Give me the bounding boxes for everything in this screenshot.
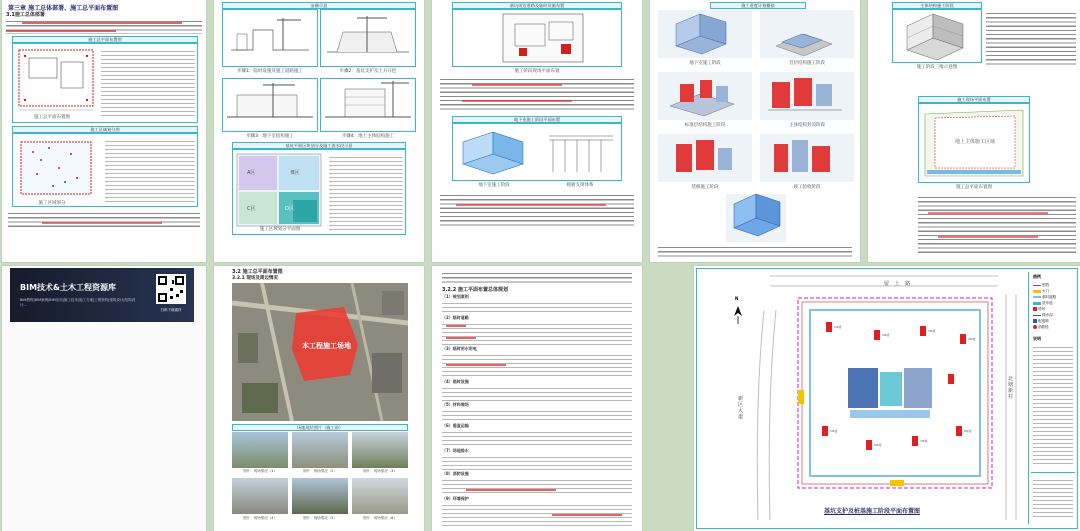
compass-label: N bbox=[735, 296, 739, 301]
box-title: 步骤示意 bbox=[222, 2, 416, 9]
svg-text:C区: C区 bbox=[247, 206, 256, 212]
figure-caption: 标准层结构施工阶段 bbox=[684, 123, 726, 128]
subsection-title: 3.2.1 现场及周边情况 bbox=[232, 276, 278, 281]
notes-title: 说明 bbox=[1033, 336, 1041, 341]
model-2 bbox=[760, 10, 854, 58]
figure-caption: 地下室施工阶段 bbox=[689, 61, 721, 66]
figure-caption: 主体结构封顶阶段 bbox=[789, 123, 825, 128]
construction-sketch bbox=[223, 10, 317, 66]
scaffold-3d bbox=[453, 124, 621, 180]
svg-text:7#楼: 7#楼 bbox=[920, 439, 928, 443]
svg-text:A区: A区 bbox=[247, 170, 256, 176]
qr-label: 扫码下载素材 bbox=[160, 308, 182, 312]
plan-label: 地上主体施工区域 bbox=[955, 139, 996, 145]
doc-page-4 bbox=[650, 0, 860, 262]
site-label: 本工程施工场地 bbox=[302, 342, 351, 350]
legend-list bbox=[1033, 282, 1073, 330]
body-text bbox=[8, 210, 200, 230]
figure-caption: 步骤3：地下室结构施工 bbox=[246, 134, 294, 139]
svg-text:4#楼: 4#楼 bbox=[968, 337, 976, 341]
svg-text:8#楼: 8#楼 bbox=[964, 429, 972, 433]
doc-page-1 bbox=[2, 0, 206, 262]
figure-box bbox=[12, 133, 198, 207]
figure-box bbox=[892, 9, 982, 63]
body-text bbox=[440, 192, 634, 228]
box-title: 基坑平面区块划分及施工流水段示意 bbox=[232, 142, 406, 149]
subheading: （5）材料堆场 bbox=[442, 402, 469, 407]
box-title: 主体结构施工阶段 bbox=[892, 2, 982, 9]
section-title: 3.2 施工总平面布置图 bbox=[232, 269, 283, 275]
model-6 bbox=[760, 134, 854, 182]
chapter-title: 第三章 施工总体部署、施工总平面布置图 bbox=[8, 5, 119, 12]
svg-text:B区: B区 bbox=[291, 170, 300, 176]
svg-text:2#楼: 2#楼 bbox=[882, 333, 890, 337]
box-title: 场地现状照片（施工前） bbox=[232, 424, 408, 431]
promo-banner[interactable] bbox=[10, 268, 194, 322]
figure-box bbox=[452, 9, 622, 67]
figure-caption: 施工总平面布置图 bbox=[34, 115, 70, 120]
figure-caption: 施工阶段现场平面布置 bbox=[514, 69, 560, 74]
photo-caption: 图片：现场情况（3） bbox=[363, 469, 397, 473]
body-text bbox=[442, 270, 632, 284]
subheading: （1）规划原则 bbox=[442, 294, 469, 299]
subheading: （8）消防设施 bbox=[442, 471, 469, 476]
figure-caption: 装修施工阶段 bbox=[691, 185, 719, 190]
doc-page-5 bbox=[868, 0, 1080, 262]
bim-model-grid bbox=[656, 10, 856, 250]
doc-page-9 bbox=[694, 266, 1080, 531]
title-block bbox=[1031, 472, 1075, 520]
figure-box bbox=[12, 43, 198, 123]
photo-caption: 图片：现场情况（1） bbox=[243, 469, 277, 473]
building-3d bbox=[893, 10, 981, 62]
model-5 bbox=[658, 134, 752, 182]
photo-caption: 图片：现场情况（4） bbox=[243, 516, 277, 520]
site-photo-2 bbox=[292, 432, 348, 468]
site-photo-1 bbox=[232, 432, 288, 468]
highlight-text bbox=[6, 30, 116, 32]
doc-page-3 bbox=[432, 0, 642, 262]
box-title: 施工现场平面布置 bbox=[918, 96, 1030, 103]
legend-panel bbox=[1028, 272, 1076, 524]
figure-caption: 施工阶段三维示意图 bbox=[916, 65, 958, 70]
site-photo-5 bbox=[292, 478, 348, 514]
site-plan-drawing bbox=[698, 270, 1024, 526]
doc-page-8 bbox=[432, 266, 642, 531]
figure-box bbox=[232, 149, 406, 235]
figure-box bbox=[222, 9, 318, 67]
banner-title: BIM技术&土木工程资源库 bbox=[20, 283, 117, 292]
zone-plan bbox=[233, 150, 325, 230]
subheading: （7）场地排水 bbox=[442, 448, 469, 453]
figure-caption: 地下室施工阶段 bbox=[478, 183, 510, 188]
figure-box bbox=[320, 78, 416, 132]
road-label-west: 新 区 大 道 bbox=[738, 396, 744, 420]
doc-page-7 bbox=[214, 266, 424, 531]
body-text bbox=[440, 76, 634, 110]
legend-item: 洗车池 bbox=[1033, 300, 1073, 306]
subheading: （3）临时用水用电 bbox=[442, 346, 477, 351]
photo-caption: 图片：现场情况（5） bbox=[303, 516, 337, 520]
site-layout-diagram bbox=[453, 10, 621, 66]
box-title: 施工区域划分图 bbox=[12, 126, 198, 133]
figure-caption: 施工区域划分 bbox=[38, 201, 66, 206]
svg-text:3#楼: 3#楼 bbox=[928, 329, 936, 333]
box-title: 基坑周边道路及临时设施布置 bbox=[452, 2, 622, 9]
legend-item: 排水沟 bbox=[1033, 312, 1073, 318]
road-label-north: 留 上 路 bbox=[884, 281, 913, 287]
figure-caption: 首层结构施工阶段 bbox=[789, 61, 825, 66]
road-label-east: 北 塘 新 村 bbox=[1008, 376, 1014, 400]
figure-caption: 施工区域划分平面图 bbox=[259, 227, 301, 232]
svg-text:6#楼: 6#楼 bbox=[874, 443, 882, 447]
photo-caption: 图片：现场情况（6） bbox=[363, 516, 397, 520]
figure-box bbox=[320, 9, 416, 67]
model-1 bbox=[658, 10, 752, 58]
banner-subtitle: BIM教程|BIM案例|BIM应用|施工技术|施工方案|工程资料|建筑设计|结构设计... bbox=[20, 298, 136, 307]
legend-title: 图例 bbox=[1033, 274, 1041, 279]
zone-division-diagram bbox=[13, 134, 103, 206]
subheading: （6）垂直运输 bbox=[442, 423, 469, 428]
legend-item: 大门 bbox=[1033, 288, 1073, 294]
section-title: 3.1施工总体部署 bbox=[6, 12, 45, 18]
figure-box bbox=[222, 78, 318, 132]
doc-page-6 bbox=[2, 266, 206, 531]
site-photo-3 bbox=[352, 432, 408, 468]
figure-box bbox=[918, 103, 1030, 183]
drawing-title: 基坑支护及桩基施工阶段平面布置图 bbox=[824, 508, 921, 515]
legend-item: 塔吊 bbox=[1033, 306, 1073, 312]
highlight-text bbox=[22, 22, 182, 24]
body-text bbox=[986, 10, 1076, 66]
model-4 bbox=[760, 72, 854, 120]
figure-box bbox=[452, 123, 622, 181]
model-3 bbox=[658, 72, 752, 120]
doc-page-2 bbox=[214, 0, 424, 262]
figure-caption: 步骤4：地上主体结构施工 bbox=[341, 134, 395, 139]
notes-text bbox=[1033, 344, 1073, 464]
figure-caption: 步骤2：基坑支护及土方开挖 bbox=[339, 69, 397, 74]
svg-text:D区: D区 bbox=[285, 206, 294, 212]
site-photo-6 bbox=[352, 478, 408, 514]
svg-text:5#楼: 5#楼 bbox=[830, 429, 838, 433]
body-text bbox=[918, 194, 1076, 254]
aerial-photo bbox=[232, 283, 408, 421]
legend-item: 临时道路 bbox=[1033, 294, 1073, 300]
legend-item: 围挡 bbox=[1033, 282, 1073, 288]
figure-caption: 竣工验收阶段 bbox=[793, 185, 821, 190]
figure-caption: 步骤1：临时设施及施工道路施工 bbox=[237, 69, 303, 74]
section-title: 3.2.2 施工平面布置总体规划 bbox=[442, 287, 508, 293]
subheading: （4）临时设施 bbox=[442, 379, 469, 384]
box-title: 施工进度计划模拟 bbox=[710, 2, 806, 9]
subheading: （2）临时道路 bbox=[442, 315, 469, 320]
compass-icon bbox=[734, 306, 742, 324]
subheading: （9）环境保护 bbox=[442, 496, 469, 501]
box-title: 施工总平面布置图 bbox=[12, 36, 198, 43]
legend-item: 消防栓 bbox=[1033, 324, 1073, 330]
body-text bbox=[658, 244, 852, 258]
legend-item: 配电箱 bbox=[1033, 318, 1073, 324]
figure-caption: 模板支撑体系 bbox=[566, 183, 594, 188]
figure-caption: 施工总平面布置图 bbox=[956, 185, 992, 190]
qr-code-icon[interactable] bbox=[156, 274, 186, 304]
model-7 bbox=[726, 194, 786, 242]
photo-caption: 图片：现场情况（2） bbox=[303, 469, 337, 473]
site-photo-4 bbox=[232, 478, 288, 514]
svg-text:1#楼: 1#楼 bbox=[834, 325, 842, 329]
box-title: 地下室施工阶段平面布置 bbox=[452, 116, 622, 123]
